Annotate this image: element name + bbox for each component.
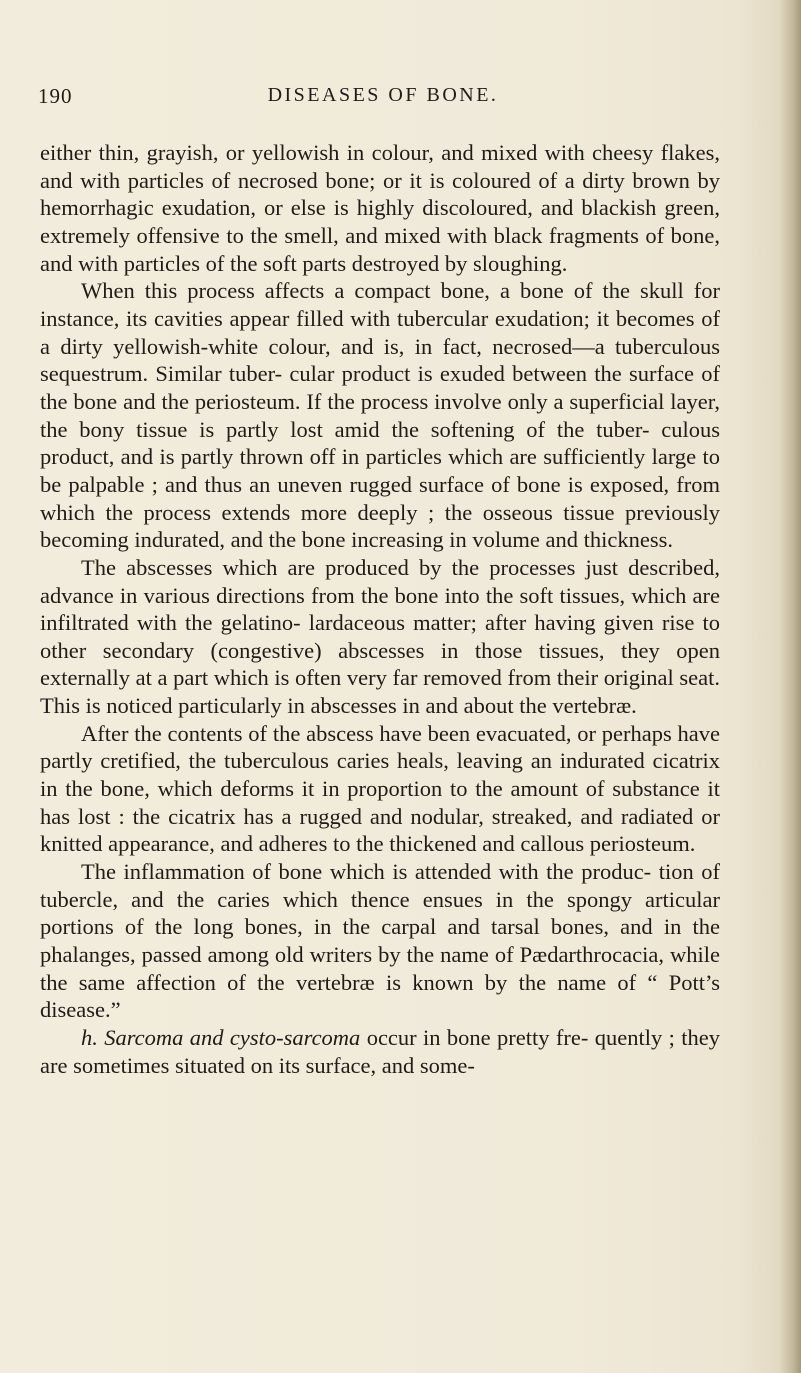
paragraph-1: either thin, grayish, or yellowish in colour, and mixed with cheesy flakes, and with particles of necrosed bone; or it is coloured of a dirty brown by hemorrhagic exudation, or else is highly discoloured, and blackish green, extremely offensive to the smell, and mixed with black fragments of bone, and with particles of the soft parts destroyed by sloughing. xyxy=(40,140,720,276)
paragraph-4: After the contents of the abscess have been evacuated, or perhaps have partly cretified, the tuberculous caries heals, leaving an indurated cicatrix in the bone, which deforms it in proportion to the amount of substance it has lost : the cicatrix has a rugged and nodular, streaked, and radiated or knitted appearance, and adheres to the thickened and callous periosteum. xyxy=(40,720,720,857)
body-text xyxy=(40,139,720,1079)
running-head: DISEASES OF BONE. xyxy=(267,84,499,106)
page-header xyxy=(38,84,728,112)
paragraph-6-text: occur in bone pretty fre- quently ; they are sometimes situated on its surface, and some- xyxy=(40,1025,720,1078)
paragraph-2: When this process affects a compact bone, a bone of the skull for instance, its cavities appear filled with tubercular exudation; it becomes of a dirty yellowish-white colour, and is, in fact, necrosed—a tuberculous sequestrum. Similar tuber- cular product is exuded between the surface of the bone and the periosteum. If the process involve only a superficial layer, the bony tissue is partly lost amid the softening of the tuber- culous product, and is partly thrown off in particles which are sufficiently large to be palpable ; and thus an uneven rugged surface of bone is exposed, from which the process extends more deeply ; the osseous tissue previously becoming indurated, and the bone increasing in volume and thickness. xyxy=(40,278,720,553)
paragraph-3: The abscesses which are produced by the processes just described, advance in various directions from the bone into the soft tissues, which are infiltrated with the gelatino- lardaceous matter; after having given rise to other secondary (congestive) abscesses in those tissues, they open externally at a part which is often very far removed from their original seat. This is noticed particularly in abscesses in and about the vertebræ. xyxy=(40,554,720,719)
paragraph-6 xyxy=(40,1024,720,1079)
paragraph-5: The inflammation of bone which is attended with the produc- tion of tubercle, and the caries which thence ensues in the spongy articular portions of the long bones, in the carpal and tarsal bones, and in the phalanges, passed among old writers by the name of Pædarthrocacia, while the same affection of the vertebræ is known by the name of “ Pott’s disease.” xyxy=(40,859,720,1023)
page-number: 190 xyxy=(38,84,73,108)
page-edge-shadow xyxy=(779,0,801,1373)
section-lead-italic: h. Sarcoma and cysto-sarcoma xyxy=(81,1025,361,1050)
